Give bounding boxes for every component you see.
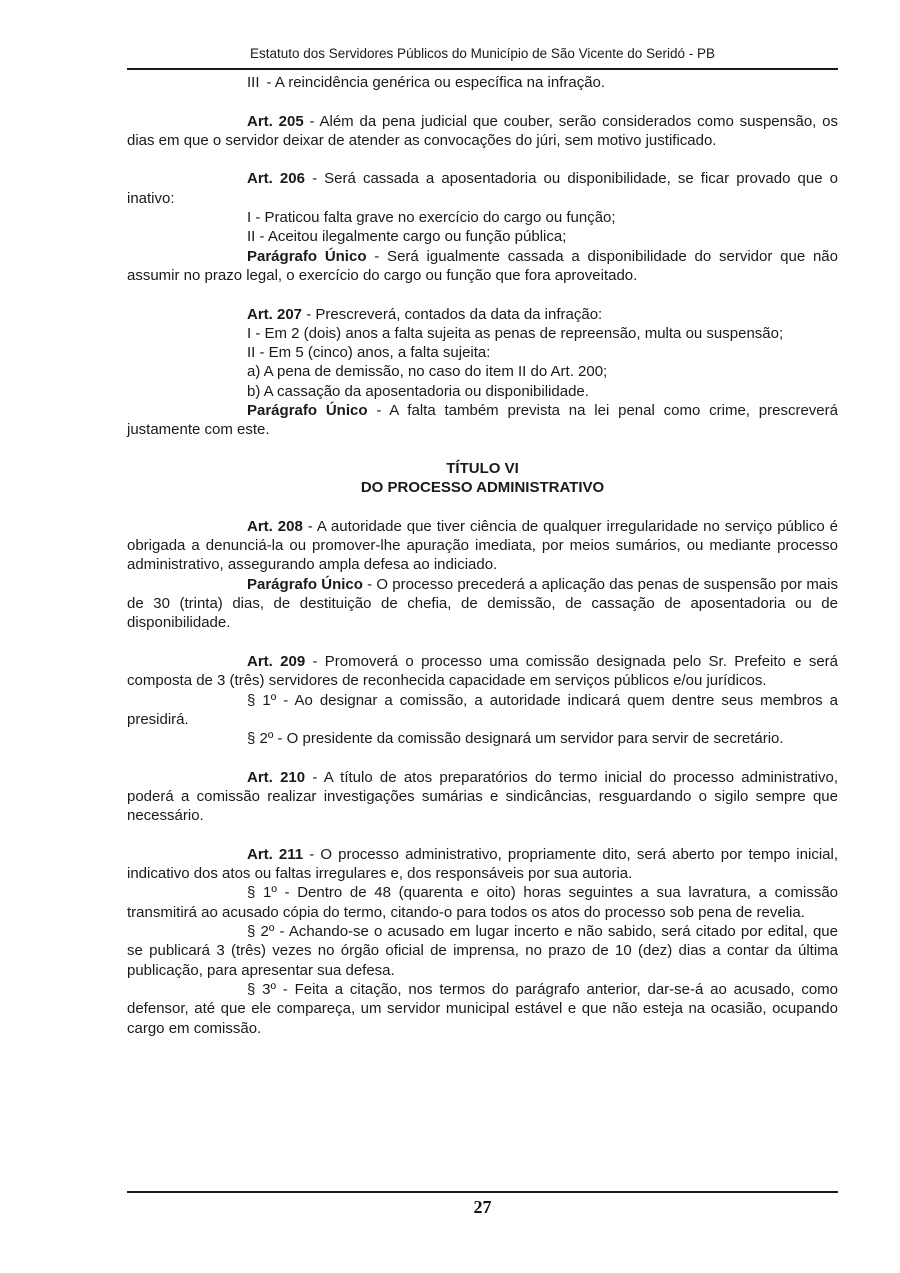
- paragraph-text: b) A cassação da aposentadoria ou disponibilidade.: [247, 382, 589, 400]
- paragraph-art-207-item-a: [127, 362, 838, 381]
- paragraph-art-206: [127, 169, 838, 208]
- paragraph-text: I - Em 2 (dois) anos a falta sujeita as penas de repreensão, multa ou suspensão;: [247, 324, 784, 342]
- paragraph-item-iii: [127, 73, 838, 92]
- paragraph-art-210: [127, 768, 838, 826]
- paragraph-art-209-par-2: [127, 729, 838, 748]
- article-label: Art. 208: [247, 517, 303, 535]
- paragraph-art-211-par-1: [127, 883, 838, 922]
- section-title-titulo-vi: [127, 459, 838, 498]
- paragraph-art-211: [127, 845, 838, 884]
- paragraph-text: § 1º - Dentro de 48 (quarenta e oito) horas seguintes a sua lavratura, a comissão transmitirá ao acusado cópia do termo, citando-o para todos os atos do processo sob pena de revelia.: [127, 884, 838, 921]
- paragrafo-unico-label: Parágrafo Único: [247, 247, 367, 265]
- paragraph-text: - Promoverá o processo uma comissão designada pelo Sr. Prefeito e será composta de 3 (três) servidores de reconhecida capacidade em serviços públicos e/ou jurídicos.: [127, 652, 839, 690]
- paragraph-art-209: [127, 652, 838, 691]
- article-label: Art. 209: [247, 652, 306, 670]
- item-label: III: [247, 74, 260, 91]
- paragraph-art-207-item-ii: [127, 343, 838, 362]
- paragraph-text: - O processo administrativo, propriamente dito, será aberto por tempo inicial, indicativo dos atos ou faltas irregulares e, dos responsáveis por sua autoria.: [127, 845, 838, 883]
- paragraph-text: I - Praticou falta grave no exercício do cargo ou função;: [247, 209, 616, 227]
- paragraph-text: - A título de atos preparatórios do termo inicial do processo administrativo, poderá a comissão realizar investigações sumárias e sindicâncias, resguardando o sigilo sempre que necessário.: [127, 768, 839, 825]
- paragraph-art-206-item-i: [127, 208, 838, 227]
- paragraph-text: II - Em 5 (cinco) anos, a falta sujeita:: [247, 344, 491, 362]
- article-label: Art. 210: [247, 768, 306, 786]
- paragrafo-unico-label: Parágrafo Único: [247, 575, 363, 593]
- paragraph-art-206-item-ii: [127, 227, 838, 246]
- titulo-line-2: DO PROCESSO ADMINISTRATIVO: [360, 479, 605, 497]
- page-content: [127, 46, 838, 1038]
- paragraph-text: II - Aceitou ilegalmente cargo ou função pública;: [247, 228, 567, 246]
- paragraph-art-207: [127, 305, 838, 324]
- article-label: Art. 207: [247, 305, 303, 323]
- paragraph-art-207-paragrafo-unico: [127, 401, 838, 440]
- paragraph-text: - O processo precederá a aplicação das penas de suspensão por mais de 30 (trinta) dias, de destituição de chefia, de demissão, de cassação de aposentadoria ou de disponibilidade.: [127, 575, 838, 632]
- paragraph-text: - A falta também prevista na lei penal como crime, prescreverá justamente com este.: [127, 402, 838, 439]
- article-label: Art. 211: [247, 845, 304, 863]
- paragraph-text: § 3º - Feita a citação, nos termos do parágrafo anterior, dar-se-á ao acusado, como defensor, até que ele compareça, um servidor municipal estável e que não esteja na ocasião, ocupando cargo em comissão.: [127, 980, 838, 1037]
- paragraph-text: a) A pena de demissão, no caso do item II do Art. 200;: [247, 363, 608, 381]
- paragraph-text: - Será igualmente cassada a disponibilidade do servidor que não assumir no prazo legal, o exercício do cargo ou função que fora aproveitado.: [127, 247, 838, 284]
- article-label: Art. 206: [247, 170, 305, 188]
- document-body: [127, 73, 838, 1038]
- page-header-title: Estatuto dos Servidores Públicos do Município de São Vicente do Seridó - PB: [249, 46, 716, 61]
- paragraph-art-211-par-2: [127, 922, 838, 980]
- paragraph-text: - Além da pena judicial que couber, serão considerados como suspensão, os dias em que o servidor deixar de atender as convocações do júri, sem motivo justificado.: [127, 112, 839, 149]
- paragraph-art-209-par-1: [127, 691, 838, 730]
- paragraph-art-207-item-i: [127, 324, 838, 343]
- paragraph-text: - A reincidência genérica ou específica na infração.: [266, 74, 606, 91]
- paragraph-art-205: [127, 112, 838, 151]
- paragraph-art-207-item-b: [127, 382, 838, 401]
- paragraph-art-206-paragrafo-unico: [127, 247, 838, 286]
- footer-rule: [127, 1191, 838, 1193]
- paragraph-text: § 1º - Ao designar a comissão, a autoridade indicará quem dentre seus membros a presidirá.: [127, 691, 838, 728]
- header-rule: [127, 68, 838, 70]
- article-label: Art. 205: [247, 112, 304, 130]
- paragraph-text: - Prescreverá, contados da data da infração:: [302, 305, 603, 323]
- paragraph-text: § 2º - Achando-se o acusado em lugar incerto e não sabido, será citado por edital, que se publicará 3 (três) vezes no órgão oficial de imprensa, no prazo de 10 (dez) dias a contar da última publicação, para apresentar sua defesa.: [127, 923, 838, 979]
- paragrafo-unico-label: Parágrafo Único: [247, 402, 368, 420]
- paragraph-text: § 2º - O presidente da comissão designará um servidor para servir de secretário.: [247, 730, 784, 748]
- paragraph-art-211-par-3: [127, 980, 838, 1038]
- paragraph-text: - Será cassada a aposentadoria ou disponibilidade, se ficar provado que o inativo:: [127, 170, 839, 207]
- titulo-line-1: TÍTULO VI: [446, 459, 519, 477]
- paragraph-art-208-paragrafo-unico: [127, 575, 838, 633]
- page-number: 27: [473, 1197, 492, 1217]
- paragraph-art-208: [127, 517, 838, 575]
- paragraph-text: - A autoridade que tiver ciência de qualquer irregularidade no serviço público é obrigada a denunciá-la ou promover-lhe apuração imediata, por meios sumários, ou mediante processo administrativo, assegurando ampla defesa ao indiciado.: [127, 517, 838, 574]
